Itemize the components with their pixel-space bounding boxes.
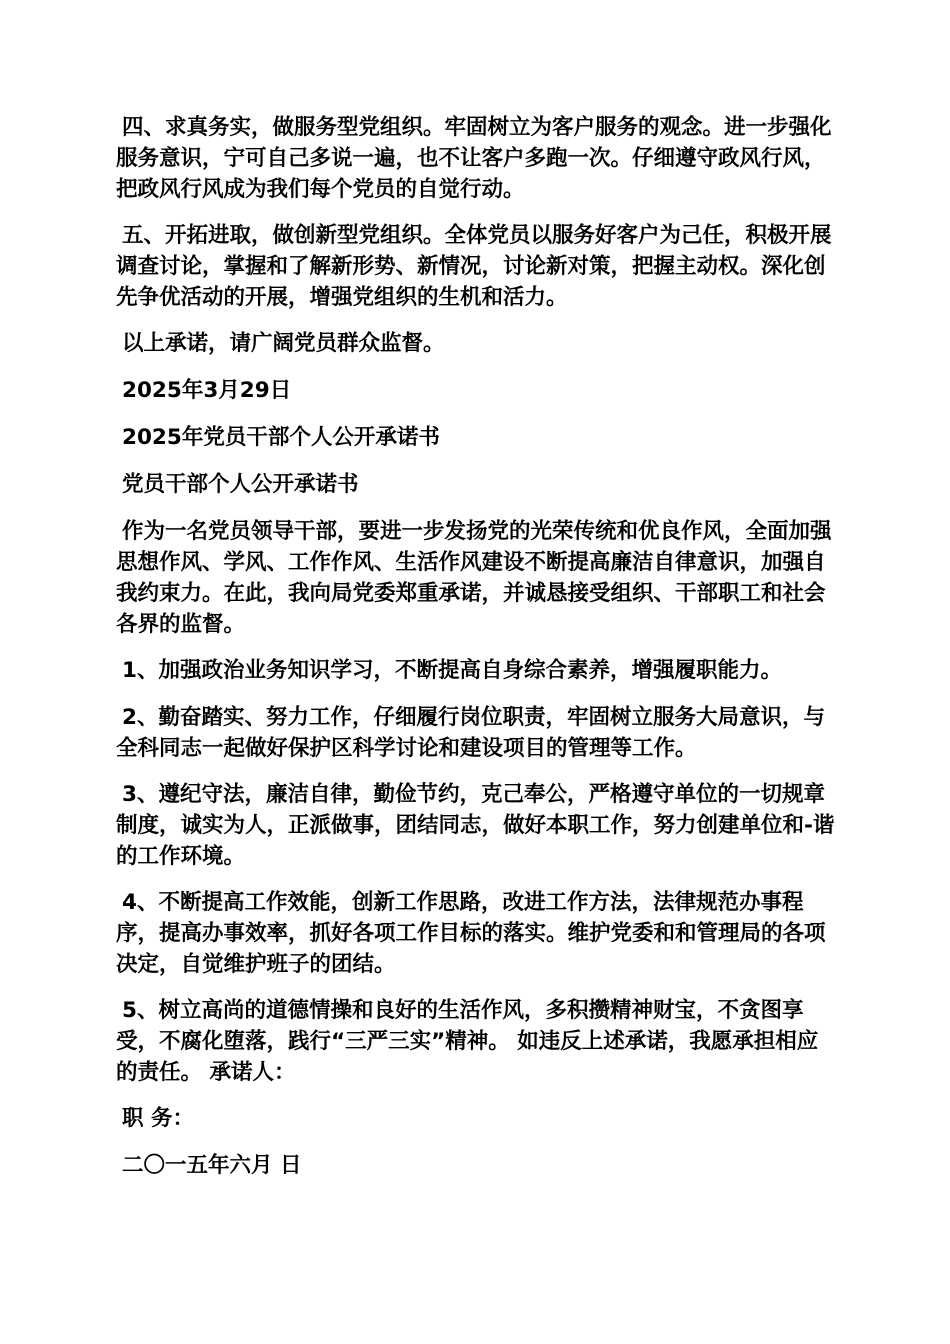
document-subheading: 党员干部个人公开承诺书 <box>122 472 359 497</box>
date-line: 2025年3月29日 <box>122 378 292 403</box>
paragraph-supervision: 以上承诺，请广阔党员群众监督。 <box>122 331 445 356</box>
commitment-item-4: 4、不断提高工作效能，创新工作思路，改进工作方法，法律规范办事程序，提高办事效率，抓好各项工作目标的落实。维护党委和和管理局的各项决定，自觉维护班子的团结。 <box>116 890 826 977</box>
commitment-item-3: 3、遵纪守法，廉洁自律，勤俭节约，克己奉公，严格遵守单位的一切规章制度，诚实为人，正派做事，团结同志，做好本职工作，努力创建单位和-谐的工作环境。 <box>116 782 835 869</box>
commitment-item-2: 2、勤奋踏实、努力工作，仔细履行岗位职责，牢固树立服务大局意识，与全科同志一起做好保护区科学讨论和建设项目的管理等工作。 <box>116 705 825 761</box>
paragraph-service-org: 四、求真务实，做服务型党组织。牢固树立为客户服务的观念。进一步强化服务意识，宁可自己多说一遍，也不让客户多跑一次。仔细遵守政风行风，把政风行风成为我们每个党员的自觉行动。 <box>116 115 832 202</box>
document-body <box>116 112 838 1197</box>
commitment-item-1: 1、加强政治业务知识学习，不断提高自身综合素养，增强履职能力。 <box>122 658 782 683</box>
commitment-item-5: 5、树立高尚的道德情操和良好的生活作风，多积攒精神财宝，不贪图享受，不腐化堕落，践行“三严三实”精神。 如违反上述承诺，我愿承担相应的责任。 承诺人： <box>116 998 819 1085</box>
position-line: 职 务： <box>122 1106 194 1131</box>
signature-date: 二〇一五年六月 日 <box>122 1153 302 1178</box>
document-heading: 2025年党员干部个人公开承诺书 <box>122 425 440 450</box>
paragraph-innovation-org: 五、开拓进取，做创新型党组织。全体党员以服务好客户为己任，积极开展调查讨论，掌握和了解新形势、新情况，讨论新对策，把握主动权。深化创先争优活动的开展，增强党组织的生机和活力。 <box>116 223 832 310</box>
paragraph-intro: 作为一名党员领导干部，要进一步发扬党的光荣传统和优良作风，全面加强思想作风、学风、工作作风、生活作风建设不断提高廉洁自律意识，加强自我约束力。在此，我向局党委郑重承诺，并诚恳接受组织、干部职工和社会各界的监督。 <box>116 519 832 637</box>
